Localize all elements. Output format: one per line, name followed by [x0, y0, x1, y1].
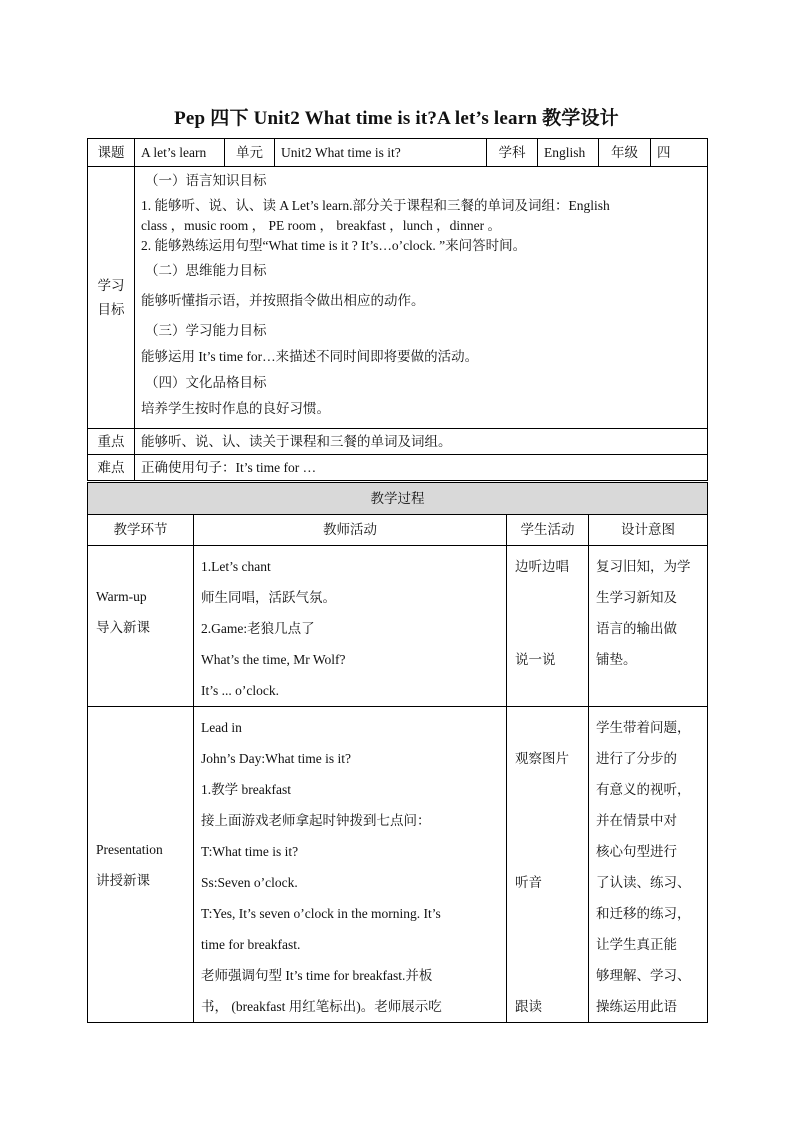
- intent-line: 和迁移的练习，: [596, 906, 691, 921]
- teacher-line: 1.Let’s chant: [201, 559, 271, 574]
- intent-line: 并在情景中对: [596, 813, 677, 828]
- teacher-line: 1.教学 breakfast: [201, 782, 291, 797]
- intent-line: 够理解、学习、: [596, 968, 691, 983]
- teacher-line: 师生同唱，活跃气氛。: [201, 590, 336, 605]
- teacher-line: Ss:Seven o’clock.: [201, 875, 298, 890]
- intent-line: 语言的输出做: [596, 621, 677, 636]
- table-row: [88, 707, 708, 1023]
- intent-line: 了认读、练习、: [596, 875, 691, 890]
- student-line: 边听边唱: [515, 559, 569, 574]
- teacher-line: 2.Game:老狼几点了: [201, 621, 315, 636]
- objectives-label: [88, 167, 135, 429]
- teacher-activity-cell: [194, 707, 507, 1023]
- student-line: [515, 898, 588, 929]
- subject-value: English: [538, 139, 599, 167]
- objective-heading-3: （三）学习能力目标: [145, 323, 267, 338]
- key-points-text: 能够听、说、认、读关于课程和三餐的单词及词组。: [135, 429, 708, 455]
- column-header-stage: 教学环节: [88, 515, 194, 546]
- unit-value: Unit2 What time is it?: [275, 139, 487, 167]
- stage-cell: [88, 707, 194, 1023]
- objective-heading-2: （二）思维能力目标: [145, 263, 267, 278]
- difficulties-text: 正确使用句子：It’s time for …: [135, 455, 708, 481]
- student-line: [515, 675, 588, 706]
- intent-line: 让学生真正能: [596, 937, 677, 952]
- teacher-line: time for breakfast.: [201, 937, 301, 952]
- intent-line: 有意义的视听，: [596, 782, 691, 797]
- teacher-line: What’s the time, Mr Wolf?: [201, 652, 346, 667]
- grade-value: 四: [651, 139, 708, 167]
- teacher-line: 老师强调句型 It’s time for breakfast.并板: [201, 968, 433, 983]
- student-line: [515, 774, 588, 805]
- intent-line: 核心句型进行: [596, 844, 677, 859]
- student-line: 跟读: [515, 999, 542, 1014]
- student-line: [515, 960, 588, 991]
- label-grade: 年级: [599, 139, 651, 167]
- objectives-label-line2: 目标: [97, 301, 125, 317]
- topic-value: A let’s learn: [135, 139, 225, 167]
- page-title: Pep 四下 Unit2 What time is it?A let’s learn 教学设计: [174, 108, 619, 129]
- column-header-student: 学生活动: [507, 515, 589, 546]
- teacher-line: T:Yes, It’s seven o’clock in the morning. It’s: [201, 906, 441, 921]
- student-line: [515, 582, 588, 613]
- column-header-intent: 设计意图: [589, 515, 708, 546]
- student-line: 观察图片: [515, 751, 569, 766]
- teacher-line: Lead in: [201, 720, 242, 735]
- process-header: 教学过程: [88, 483, 708, 515]
- student-line: [515, 929, 588, 960]
- intent-cell: [589, 546, 708, 707]
- teacher-activity-cell: [194, 546, 507, 707]
- stage-cn: 导入新课: [96, 620, 150, 635]
- teacher-line: It’s ... o’clock.: [201, 683, 279, 698]
- teacher-line: T:What time is it?: [201, 844, 299, 859]
- objective-heading-1: （一）语言知识目标: [145, 173, 267, 188]
- intent-line: 铺垫。: [596, 652, 637, 667]
- student-line: 听音: [515, 875, 542, 890]
- objectives-content: [135, 167, 708, 429]
- teaching-process-table: [87, 482, 708, 1023]
- key-points-label: 重点: [88, 429, 135, 455]
- student-line: [515, 712, 588, 743]
- teacher-line: John’s Day:What time is it?: [201, 751, 351, 766]
- objective-line-1b: class ，music room ， PE room ， breakfast ，lunch ，dinner 。: [141, 218, 501, 233]
- label-unit: 单元: [225, 139, 275, 167]
- intent-line: 复习旧知，为学: [596, 559, 691, 574]
- stage-cn: 讲授新课: [96, 873, 150, 888]
- student-activity-cell: [507, 707, 589, 1023]
- objective-para-3: 能够运用 It’s time for…来描述不同时间即将要做的活动。: [141, 349, 479, 364]
- student-line: [515, 613, 588, 644]
- student-line: 说一说: [515, 652, 556, 667]
- intent-line: 操练运用此语: [596, 999, 677, 1014]
- intent-line: 学生带着问题，: [596, 720, 691, 735]
- lesson-info-table: [87, 138, 708, 481]
- objectives-label-line1: 学习: [97, 277, 125, 293]
- intent-line: 进行了分步的: [596, 751, 677, 766]
- difficulties-label: 难点: [88, 455, 135, 481]
- label-subject: 学科: [487, 139, 538, 167]
- stage-cell: [88, 546, 194, 707]
- stage-en: Presentation: [96, 842, 163, 857]
- stage-en: Warm-up: [96, 589, 147, 604]
- objective-line-1a: 1. 能够听、说、认、读 A Let’s learn.部分关于课程和三餐的单词及词组：English: [141, 198, 610, 213]
- intent-cell: [589, 707, 708, 1023]
- student-activity-cell: [507, 546, 589, 707]
- objective-para-2: 能够听懂指示语，并按照指令做出相应的动作。: [141, 293, 425, 308]
- student-line: [515, 805, 588, 836]
- label-topic: 课题: [88, 139, 135, 167]
- objective-heading-4: （四）文化品格目标: [145, 375, 267, 390]
- student-line: [515, 836, 588, 867]
- intent-line: 生学习新知及: [596, 590, 677, 605]
- teacher-line: 接上面游戏老师拿起时钟拨到七点问：: [201, 813, 431, 828]
- objective-para-4: 培养学生按时作息的良好习惯。: [141, 401, 330, 416]
- objective-line-2: 2. 能够熟练运用句型“What time is it ? It’s…o’clock. ”来问答时间。: [141, 238, 527, 253]
- teacher-line: 书， (breakfast 用红笔标出)。老师展示吃: [201, 999, 442, 1014]
- column-header-teacher: 教师活动: [194, 515, 507, 546]
- table-row: [88, 546, 708, 707]
